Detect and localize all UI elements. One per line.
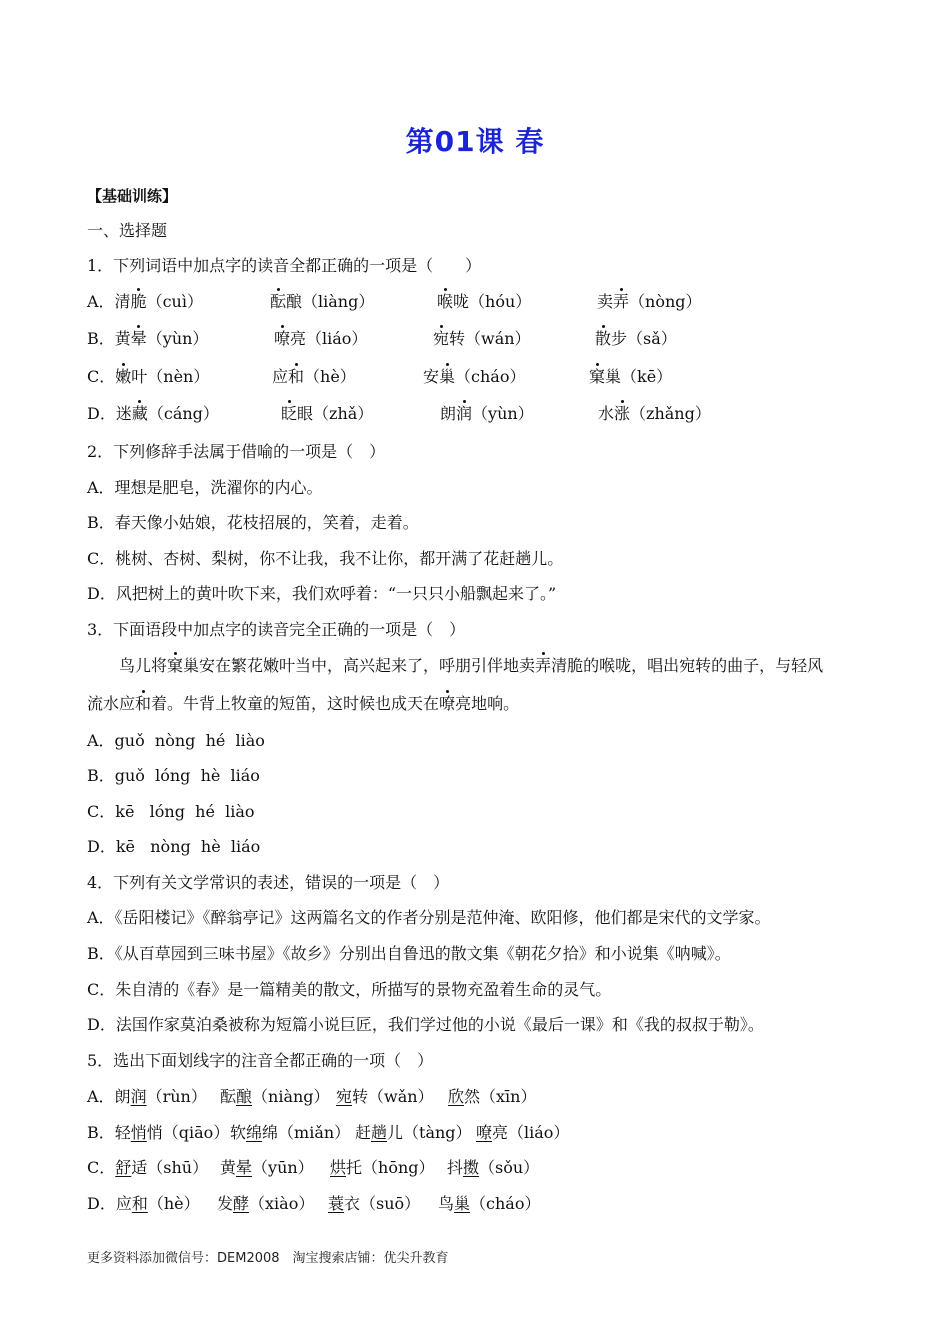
q2-option-d: D．风把树上的黄叶吹下来，我们欢呼着：“一只只小船飘起来了。”	[87, 584, 557, 603]
q5-stem: 5．选出下面划线字的注音全都正确的一项（ ）	[87, 1051, 434, 1070]
q3-option-b: B．guǒ lóng hè liáo	[87, 766, 260, 785]
q5-option-c-1: C．舒适（shū）	[87, 1158, 209, 1177]
q5-option-a-2: 酝酿（niàng）	[220, 1087, 330, 1106]
q5-option-b-1: B．轻悄悄（qiāo）	[87, 1123, 230, 1142]
q1-option-a-4: 卖弄（nòng）	[597, 292, 702, 311]
q4-option-a: A．《岳阳楼记》《醉翁亭记》这两篇名文的作者分别是范仲淹、欧阳修，他们都是宋代的文学家。	[87, 908, 771, 927]
q1-option-c-2: 应和（hè）	[272, 367, 356, 386]
q5-option-b-4: 嘹亮（liáo）	[476, 1123, 570, 1142]
q3-option-c: C．kē lóng hé liào	[87, 802, 255, 821]
section-heading: 【基础训练】	[87, 187, 178, 205]
q1-option-c-4: 窠巢（kē）	[589, 367, 673, 386]
q1-option-c-3: 安巢（cháo）	[423, 367, 526, 386]
q1-option-b-1: B．黄晕（yùn）	[87, 329, 209, 348]
q4-option-b: B．《从百草园到三味书屋》《故乡》分别出自鲁迅的散文集《朝花夕拾》和小说集《呐喊》。	[87, 944, 731, 963]
q2-option-b: B．春天像小姑娘，花枝招展的，笑着，走着。	[87, 513, 419, 532]
q5-option-a-3: 宛转（wǎn）	[336, 1087, 434, 1106]
q5-option-a-4: 欣然（xīn）	[448, 1087, 537, 1106]
q1-option-b-2: 嘹亮（liáo）	[274, 329, 368, 348]
q5-option-a-1: A．朗润（rùn）	[87, 1087, 207, 1106]
q5-option-d-1: D．应和（hè）	[87, 1194, 200, 1213]
page-title: 第01课 春	[405, 125, 545, 158]
q2-stem: 2．下列修辞手法属于借喻的一项是（ ）	[87, 442, 386, 461]
part-heading: 一、选择题	[87, 221, 168, 240]
q5-option-d-2: 发酵（xiào）	[217, 1194, 315, 1213]
q5-option-b-2: 软绵绵（miǎn）	[230, 1123, 351, 1142]
q3-option-a: A．guǒ nòng hé liào	[87, 731, 265, 750]
q2-option-c: C．桃树、杏树、梨树，你不让我，我不让你，都开满了花赶趟儿。	[87, 549, 564, 568]
q5-option-d-4: 鸟巢（cháo）	[438, 1194, 541, 1213]
q1-option-b-3: 宛转（wán）	[433, 329, 531, 348]
page-footer: 更多资料添加微信号：DEM2008 淘宝搜索店铺：优尖升教育	[87, 1251, 449, 1266]
q1-option-b-4: 散步（sǎ）	[595, 329, 677, 348]
q1-option-a-3: 喉咙（hóu）	[437, 292, 532, 311]
q3-option-d: D．kē nòng hè liáo	[87, 837, 261, 856]
q1-option-a-2: 酝酿（liàng）	[270, 292, 375, 311]
q1-option-d-2: 眨眼（zhǎ）	[281, 404, 374, 423]
q4-stem: 4．下列有关文学常识的表述，错误的一项是（ ）	[87, 873, 450, 892]
q1-option-d-3: 朗润（yùn）	[440, 404, 534, 423]
q5-option-d-3: 蓑衣（suō）	[328, 1194, 421, 1213]
q2-option-a: A．理想是肥皂，洗濯你的内心。	[87, 478, 323, 497]
q5-option-c-3: 烘托（hōng）	[330, 1158, 435, 1177]
q4-option-d: D．法国作家莫泊桑被称为短篇小说巨匠，我们学过他的小说《最后一课》和《我的叔叔于勒》。	[87, 1015, 764, 1034]
q1-stem: 1．下列词语中加点字的读音全都正确的一项是（ ）	[87, 256, 482, 275]
q3-stem: 3．下面语段中加点字的读音完全正确的一项是（ ）	[87, 620, 466, 639]
q5-option-b-3: 赶趟儿（tàng）	[355, 1123, 472, 1142]
q1-option-d-4: 水涨（zhǎng）	[598, 404, 711, 423]
q5-option-c-4: 抖擞（sǒu）	[447, 1158, 540, 1177]
q5-option-c-2: 黄晕（yūn）	[220, 1158, 314, 1177]
q1-option-c-1: C．嫩叶（nèn）	[87, 367, 210, 386]
q3-passage-line-1: 鸟儿将窠巢安在繁花嫩叶当中，高兴起来了，呼朋引伴地卖弄清脆的喉咙，唱出宛转的曲子，与轻风	[87, 656, 824, 675]
q4-option-c: C．朱自清的《春》是一篇精美的散文，所描写的景物充盈着生命的灵气。	[87, 980, 612, 999]
q3-passage-line-2: 流水应和着。牛背上牧童的短笛，这时候也成天在嘹亮地响。	[87, 694, 520, 713]
q1-option-d-1: D．迷藏（cáng）	[87, 404, 219, 423]
q1-option-a-1: A．清脆（cuì）	[87, 292, 203, 311]
